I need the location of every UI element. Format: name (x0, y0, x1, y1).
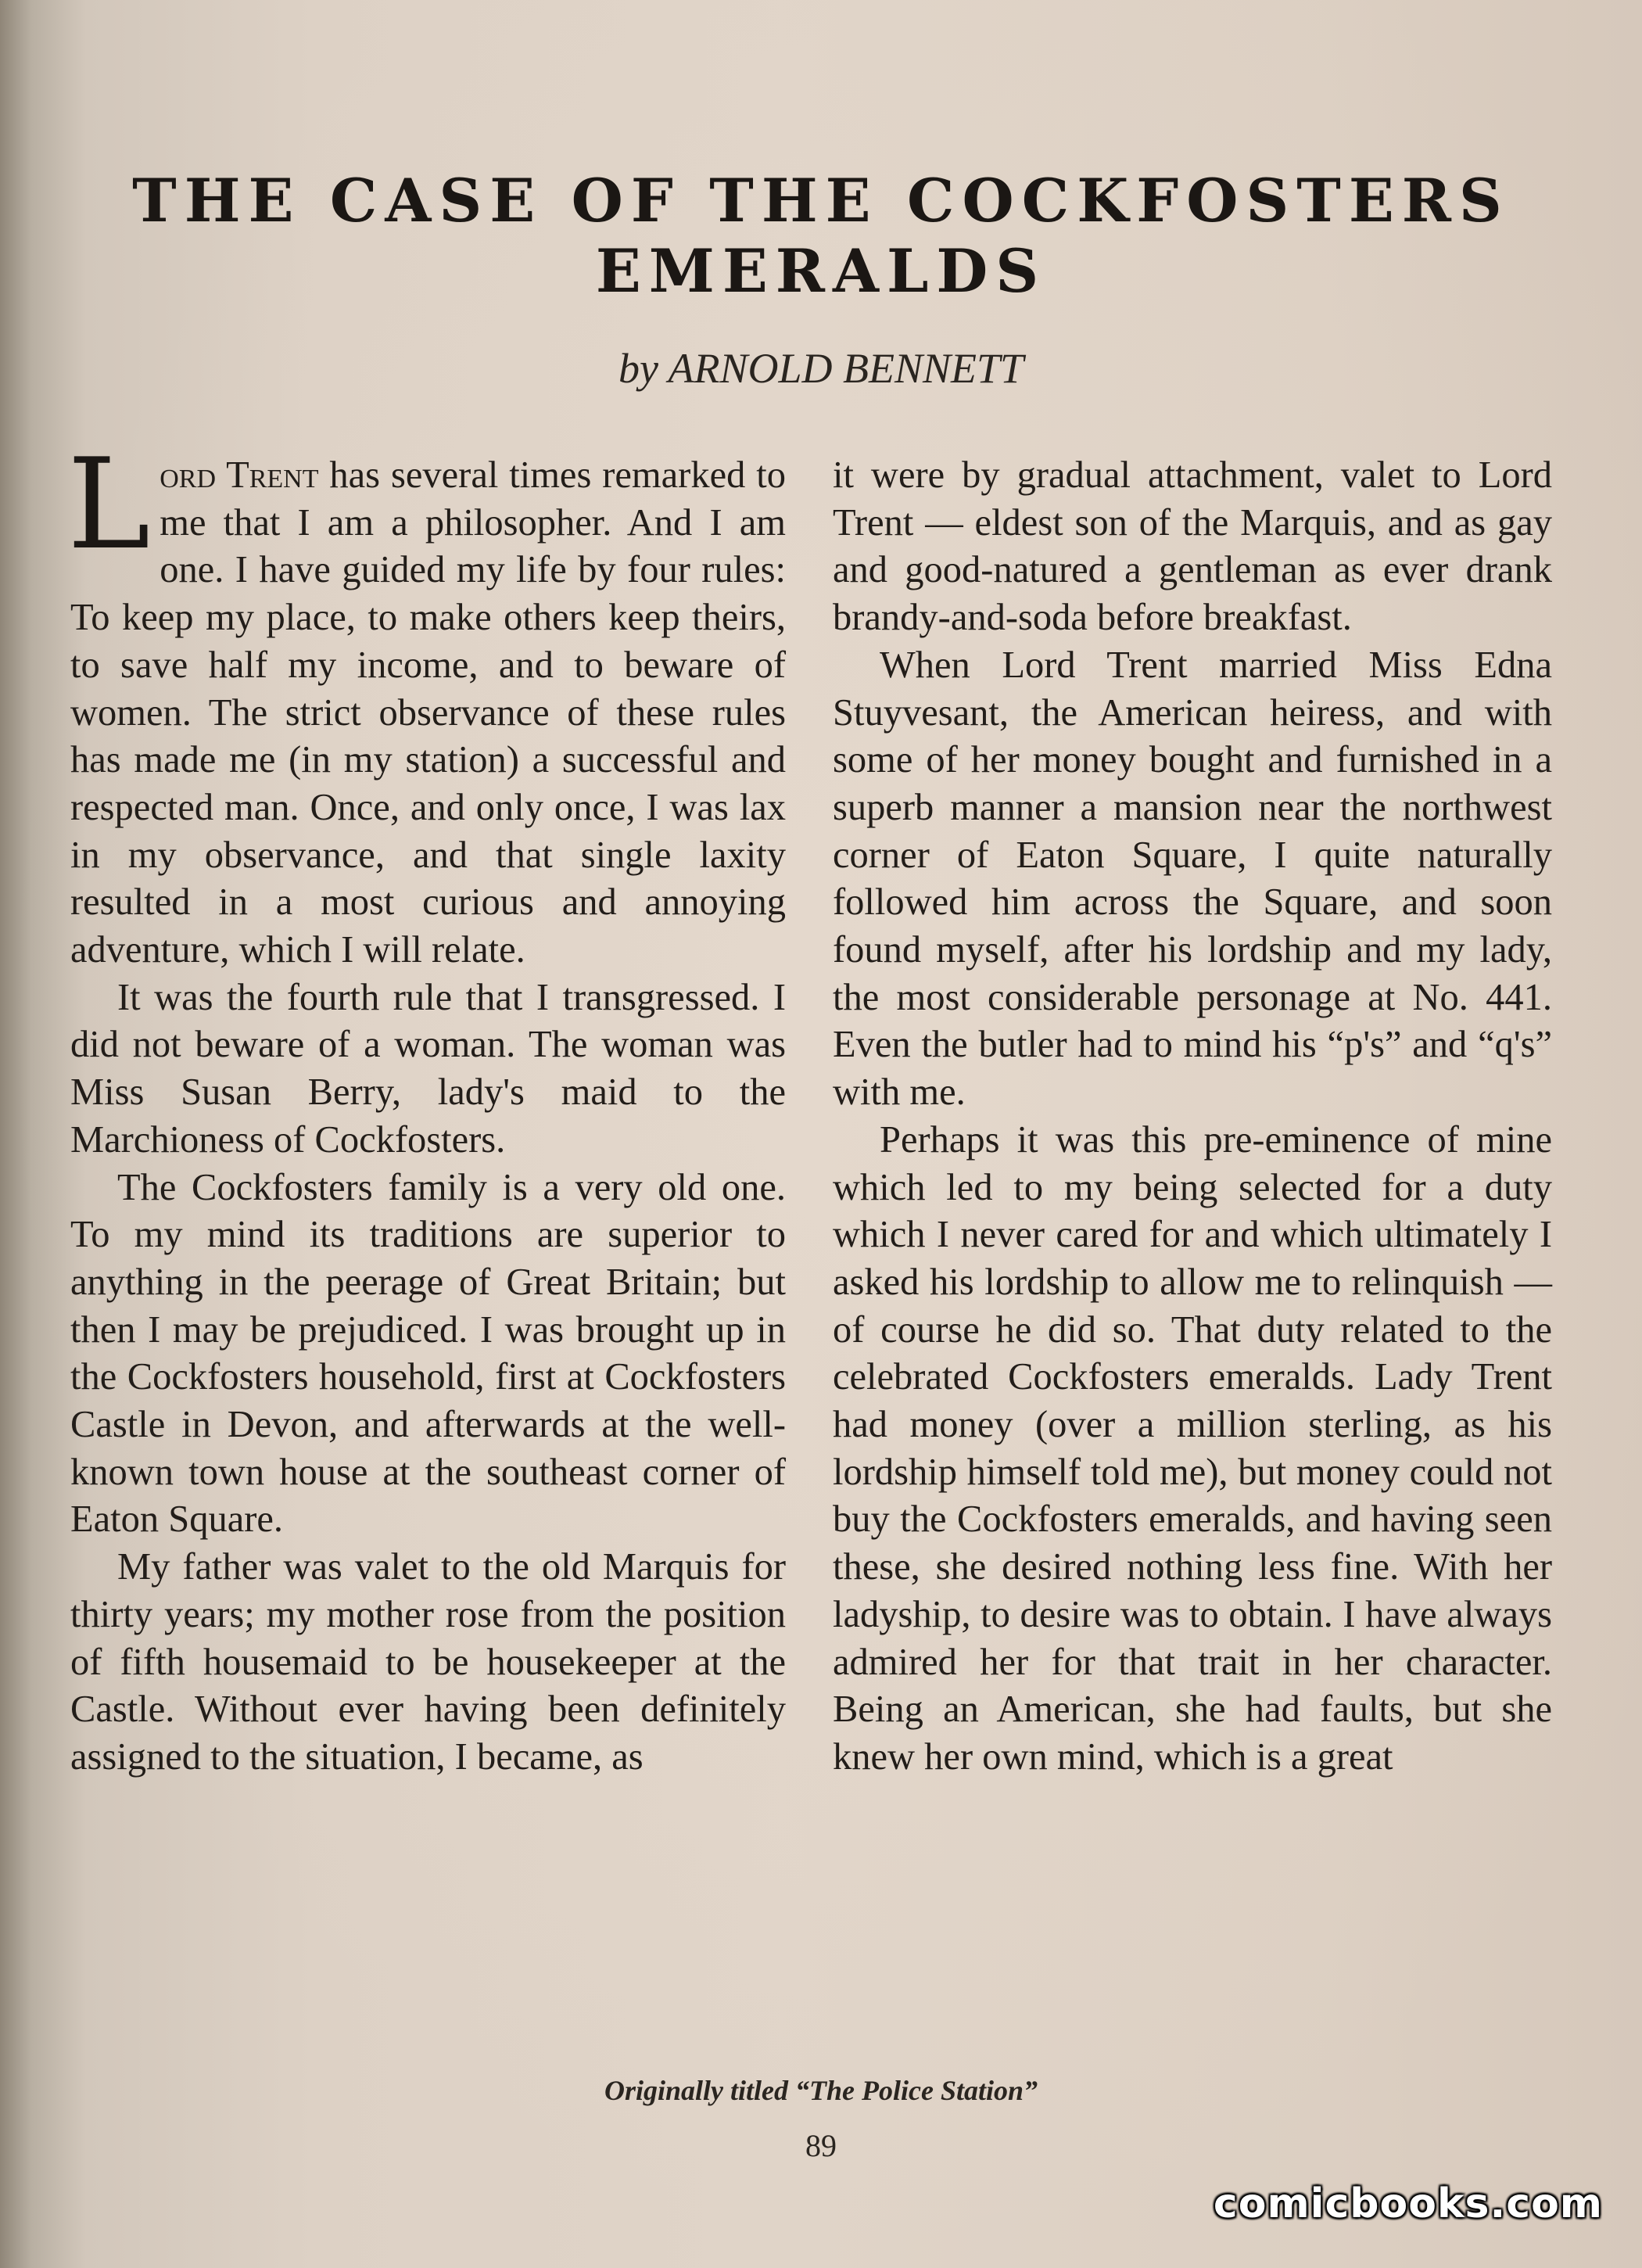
page-number: 89 (805, 2128, 837, 2163)
opening-paragraph (67, 431, 786, 974)
paragraph-continued: it were by gradual attachment, valet to Lord Trent — eldest son of the Marquis, and as gay and good-natured a gentleman as ever drank brandy-and-soda before breakfast. (833, 454, 1552, 639)
paragraph: Perhaps it was this pre-eminence of mine which led to my being selected for a duty which I never cared for and which ultimately I asked his lordship to allow me to relinquish — of course he did so. That duty related to the celebrated Cockfosters emeralds. Lady Trent had money (over a million sterling, as his lordship himself told me), but money could not buy the Cockfosters emeralds, and having seen these, she desired nothing less fine. With her ladyship, to desire was to obtain. I have always admired her for that trait in her character. Being an American, she had faults, but she knew her own mind, which is a great (833, 1118, 1552, 1778)
author-byline: by ARNOLD BENNETT (618, 345, 1024, 392)
left-text-column (67, 431, 786, 2071)
right-text-column (833, 452, 1552, 2071)
paragraph: The Cockfosters family is a very old one. To my mind its traditions are superior to anything in the peerage of Great Britain; but then I may be prejudiced. I was brought up in the Cockfosters household, first at Cockfosters Castle in Devon, and afterwards at the well-known town house at the southeast corner of Eaton Square. (70, 1166, 786, 1541)
paragraph: My father was valet to the old Marquis for thirty years; my mother rose from the position of fifth housemaid to be housekeeper at the Castle. Without ever having been definitely assigned to the situation, I became, as (70, 1546, 786, 1778)
story-title-line-1: THE CASE OF THE COCKFOSTERS (132, 166, 1510, 235)
site-watermark: comicbooks.com (1213, 2180, 1603, 2227)
paragraph: It was the fourth rule that I transgressed. I did not beware of a woman. The woman was Miss Susan Berry, lady's maid to the Marchioness of Cockfosters. (70, 976, 786, 1161)
opening-paragraph-text: has several times remarked to me that I am a philosopher. And I am one. I have guided my life by four rules: To keep my place, to make others keep theirs, to save half my income, and to beware of women. The strict observance of these rules has made me (in my station) a successful and respected man. Once, and only once, I was lax in my observance, and that single laxity resulted in a most curious and annoying adventure, which I will relate. (70, 454, 786, 971)
story-title-line-2: EMERALDS (595, 236, 1047, 306)
original-title-note: Originally titled “The Police Station” (604, 2075, 1038, 2106)
drop-cap: L (67, 431, 151, 577)
paragraph: When Lord Trent married Miss Edna Stuyvesant, the American heiress, and with some of her money bought and furnished in a superb manner a mansion near the northwest corner of Eaton Square, I quite naturally followed him across the Square, and soon found myself, after his lordship and my lady, the most considerable personage at No. 441. Even the butler had to mind his “p's” and “q's” with me. (833, 644, 1552, 1114)
opening-small-caps: ord Trent (160, 454, 319, 496)
